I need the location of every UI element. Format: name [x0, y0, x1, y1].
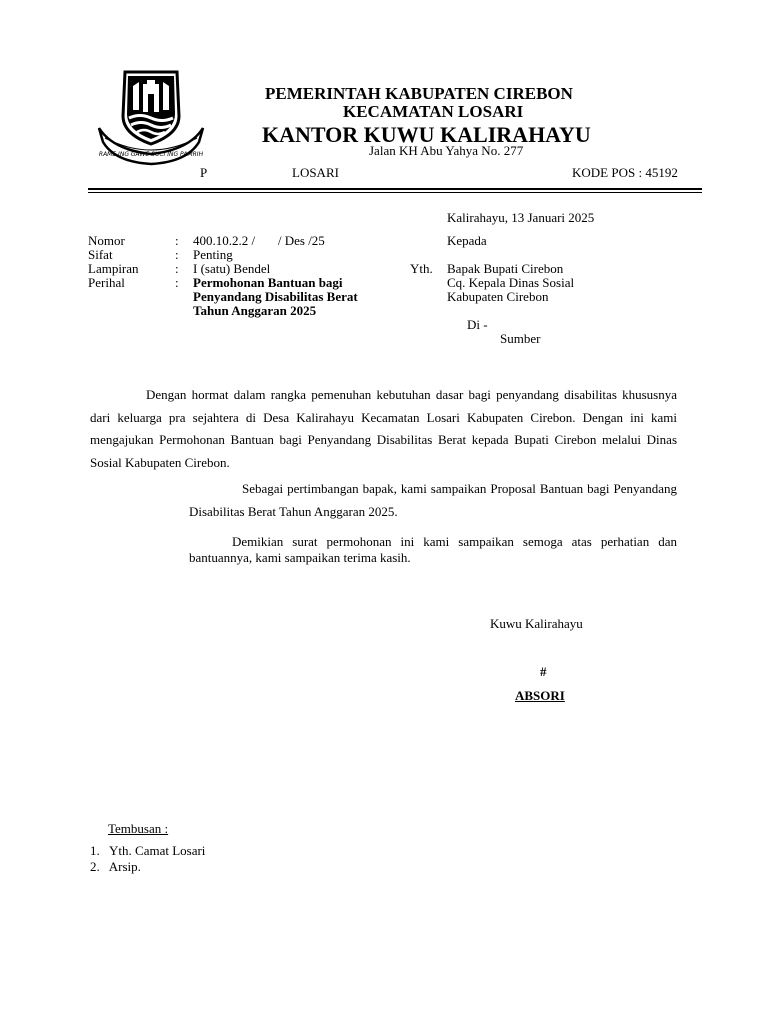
meta-label-nomor: Nomor: [88, 233, 125, 248]
meta-label-perihal: Perihal: [88, 275, 125, 290]
recipient-line-2: Cq. Kepala Dinas Sosial: [447, 275, 575, 290]
letter-date: Kalirahayu, 13 Januari 2025: [447, 210, 595, 225]
signature-mark: #: [540, 664, 547, 679]
cc-item-1: 1. Yth. Camat Losari: [90, 843, 206, 858]
letterhead-divider-thin: [88, 192, 702, 193]
letterhead-government-line: PEMERINTAH KABUPATEN CIREBON: [265, 84, 573, 103]
meta-colon-lampiran: :: [175, 261, 179, 276]
recipient-yth: Yth.: [410, 261, 433, 276]
regency-emblem-logo: [95, 66, 207, 166]
letterhead-postal-code: KODE POS : 45192: [572, 165, 678, 180]
signature-title: Kuwu Kalirahayu: [490, 616, 583, 631]
meta-value-perihal-line2: Penyandang Disabilitas Berat: [193, 289, 358, 304]
signature-name: ABSORI: [515, 688, 565, 703]
letterhead-office-line: KANTOR KUWU KALIRAHAYU: [262, 122, 591, 147]
recipient-line-1: Bapak Bupati Cirebon: [447, 261, 564, 276]
meta-colon-perihal: :: [175, 275, 179, 290]
cc-item-2: 2. Arsip.: [90, 859, 141, 874]
letterhead-city: LOSARI: [292, 165, 339, 180]
body-paragraph-1: Dengan hormat dalam rangka pemenuhan kebutuhan dasar bagi penyandang disabilitas khususnya dari keluarga pra sejahtera di Desa Kalirahayu Kecamatan Losari Kabupaten Cirebon. Dengan ini kami mengajukan Permohonan Bantuan bagi Penyandang Disabilitas Berat kepada Bupati Cirebon melalui Dinas Sosial Kabupaten Cirebon.: [90, 387, 677, 470]
recipient-line-3: Kabupaten Cirebon: [447, 289, 549, 304]
recipient-di: Di -: [467, 317, 488, 332]
meta-label-sifat: Sifat: [88, 247, 113, 262]
meta-value-perihal-line3: Tahun Anggaran 2025: [193, 303, 317, 318]
logo-motto-text: RAME ING GAWE SUCI ING PAMRIH: [98, 151, 204, 158]
letterhead-divider-thick: [88, 188, 702, 190]
meta-colon-sifat: :: [175, 247, 179, 262]
meta-label-lampiran: Lampiran: [88, 261, 139, 276]
meta-value-perihal: Permohonan Bantuan bagi: [193, 275, 343, 290]
body-paragraph-3: Demikian surat permohonan ini kami sampaikan semoga atas perhatian dan bantuannya, kami sampaikan terima kasih.: [189, 534, 677, 565]
letterhead-p-label: P: [200, 165, 208, 180]
cc-heading: Tembusan :: [108, 821, 169, 836]
recipient-place: Sumber: [500, 331, 541, 346]
recipient-kepada: Kepada: [447, 233, 487, 248]
meta-value-lampiran: I (satu) Bendel: [193, 261, 271, 276]
letterhead-district-line: KECAMATAN LOSARI: [343, 102, 524, 121]
meta-colon-nomor: :: [175, 233, 179, 248]
letterhead-address: Jalan KH Abu Yahya No. 277: [369, 143, 524, 158]
body-paragraph-2: Sebagai pertimbangan bapak, kami sampaikan Proposal Bantuan bagi Penyandang Disabilitas Berat Tahun Anggaran 2025.: [189, 481, 677, 519]
meta-value-nomor: 400.10.2.2 / / Des /25: [193, 233, 325, 248]
meta-value-sifat: Penting: [193, 247, 233, 262]
